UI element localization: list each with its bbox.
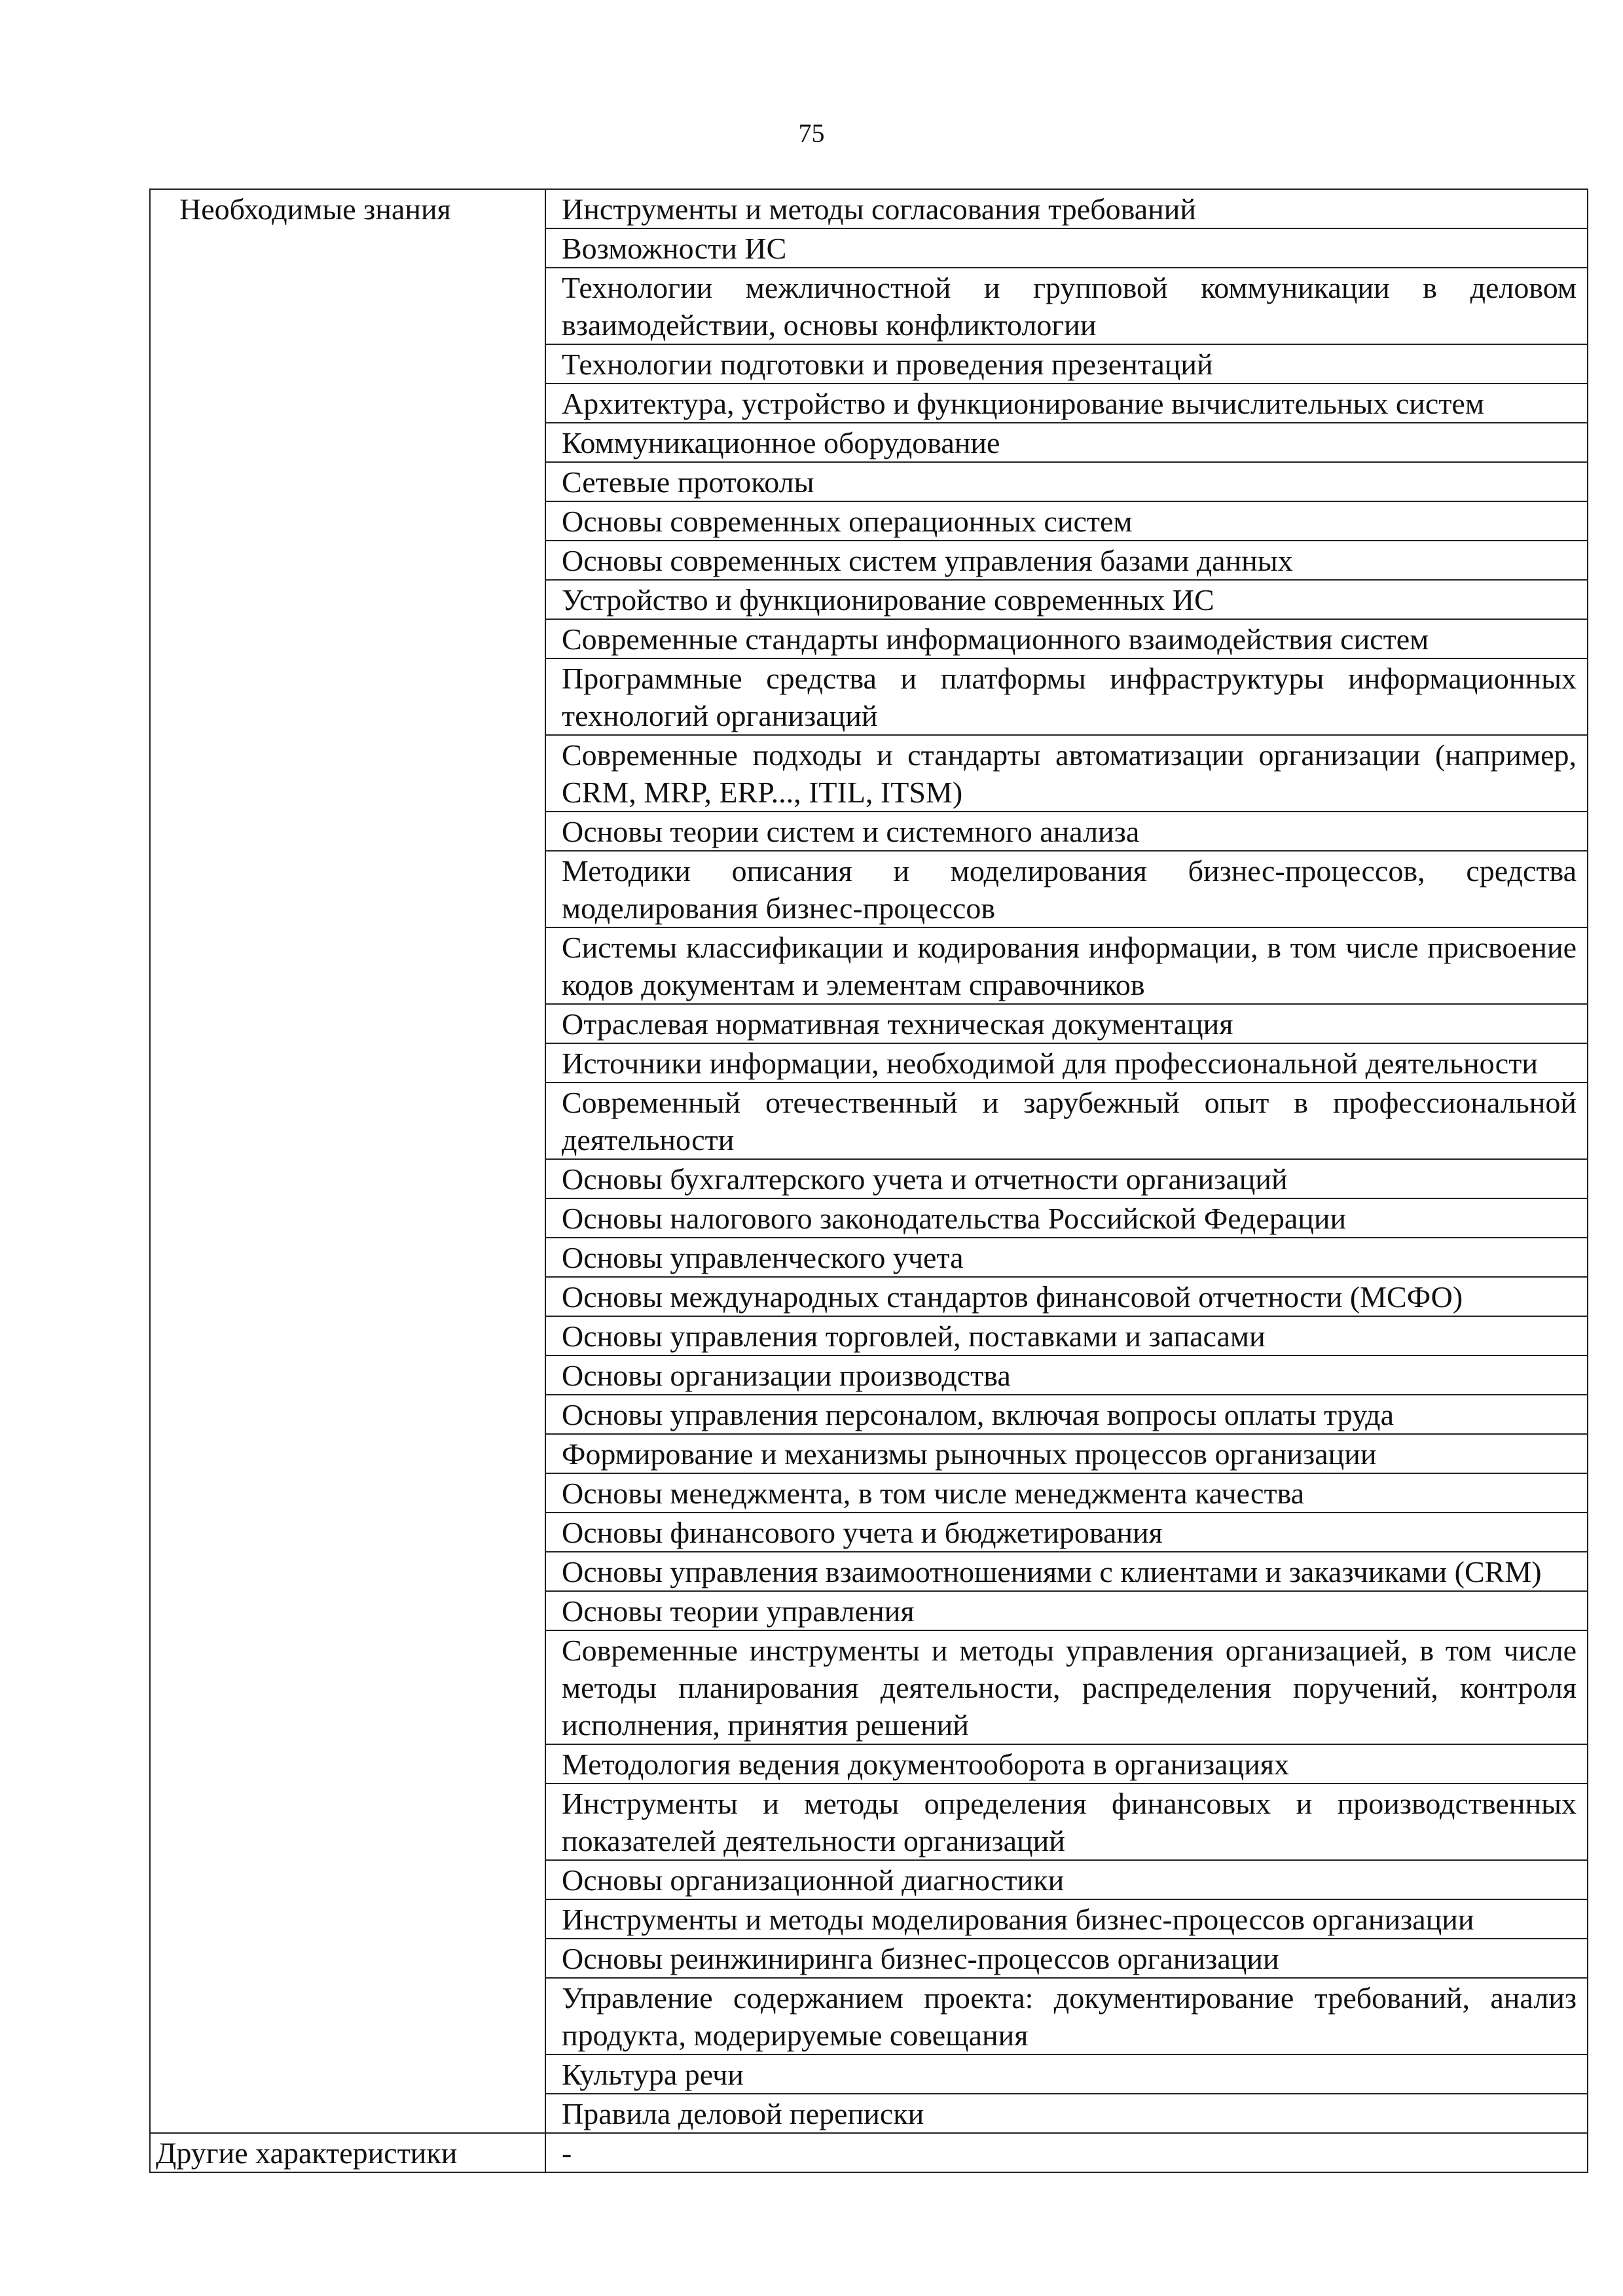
requirement-item: Культура речи [545, 2054, 1588, 2094]
requirement-item: Основы управления персоналом, включая вопросы оплаты труда [545, 1395, 1588, 1434]
requirement-item: Основы финансового учета и бюджетирования [545, 1513, 1588, 1552]
requirement-item: Источники информации, необходимой для профессиональной деятельности [545, 1043, 1588, 1083]
requirement-item: Правила деловой переписки [545, 2094, 1588, 2133]
requirement-item: Возможности ИС [545, 228, 1588, 268]
requirement-item: Сетевые протоколы [545, 462, 1588, 501]
section-label: Другие характеристики [150, 2133, 545, 2172]
requirement-item: Основы бухгалтерского учета и отчетности организаций [545, 1159, 1588, 1198]
requirement-item: Инструменты и методы определения финансовых и производственных показателей деятельности организаций [545, 1784, 1588, 1860]
requirement-item: Управление содержанием проекта: документирование требований, анализ продукта, модерируемые совещания [545, 1978, 1588, 2054]
section-label: Необходимые знания [150, 189, 545, 2133]
requirement-item: Основы теории систем и системного анализа [545, 812, 1588, 851]
requirements-table [149, 188, 1588, 2173]
requirements-table-body [150, 189, 1588, 2172]
requirement-item: Методология ведения документооборота в организациях [545, 1744, 1588, 1784]
requirement-item: Основы управленческого учета [545, 1238, 1588, 1277]
requirement-item: Современные инструменты и методы управления организацией, в том числе методы планирования деятельности, распределения поручений, контроля исполнения, принятия решений [545, 1630, 1588, 1744]
requirement-item: Основы современных систем управления базами данных [545, 541, 1588, 580]
requirement-item: Основы международных стандартов финансовой отчетности (МСФО) [545, 1277, 1588, 1316]
requirement-item: Методики описания и моделирования бизнес-процессов, средства моделирования бизнес-процессов [545, 851, 1588, 927]
requirement-item: Основы современных операционных систем [545, 501, 1588, 541]
requirement-item: Основы организации производства [545, 1355, 1588, 1395]
requirement-item: Основы теории управления [545, 1591, 1588, 1630]
table-row [150, 189, 1588, 228]
requirement-item: Основы менеджмента, в том числе менеджмента качества [545, 1473, 1588, 1513]
requirement-item: Основы управления взаимоотношениями с клиентами и заказчиками (CRM) [545, 1552, 1588, 1591]
page-number: 75 [798, 118, 825, 148]
requirement-item: Формирование и механизмы рыночных процессов организации [545, 1434, 1588, 1473]
requirement-item: Отраслевая нормативная техническая документация [545, 1004, 1588, 1043]
requirement-item: Устройство и функционирование современных ИС [545, 580, 1588, 619]
requirement-item: Основы управления торговлей, поставками и запасами [545, 1316, 1588, 1355]
requirement-item: Коммуникационное оборудование [545, 423, 1588, 462]
requirement-item: Технологии подготовки и проведения презентаций [545, 344, 1588, 384]
requirement-item: Системы классификации и кодирования информации, в том числе присвоение кодов документам и элементам справочников [545, 927, 1588, 1004]
requirement-item: Инструменты и методы моделирования бизнес-процессов организации [545, 1899, 1588, 1939]
requirement-item: Современные подходы и стандарты автоматизации организации (например, CRM, MRP, ERP..., ITIL, ITSM) [545, 735, 1588, 812]
requirement-item: Технологии межличностной и групповой коммуникации в деловом взаимодействии, основы конфликтологии [545, 268, 1588, 344]
requirement-item: Инструменты и методы согласования требований [545, 189, 1588, 228]
requirement-item: Основы реинжиниринга бизнес-процессов организации [545, 1939, 1588, 1978]
requirement-item: Программные средства и платформы инфраструктуры информационных технологий организаций [545, 658, 1588, 735]
requirement-item: Архитектура, устройство и функционирование вычислительных систем [545, 384, 1588, 423]
requirement-item: Современные стандарты информационного взаимодействия систем [545, 619, 1588, 658]
requirement-item: Современный отечественный и зарубежный опыт в профессиональной деятельности [545, 1083, 1588, 1159]
requirement-item: Основы организационной диагностики [545, 1860, 1588, 1899]
requirement-item: Основы налогового законодательства Российской Федерации [545, 1198, 1588, 1238]
table-row [150, 2133, 1588, 2172]
requirement-item: - [545, 2133, 1588, 2172]
